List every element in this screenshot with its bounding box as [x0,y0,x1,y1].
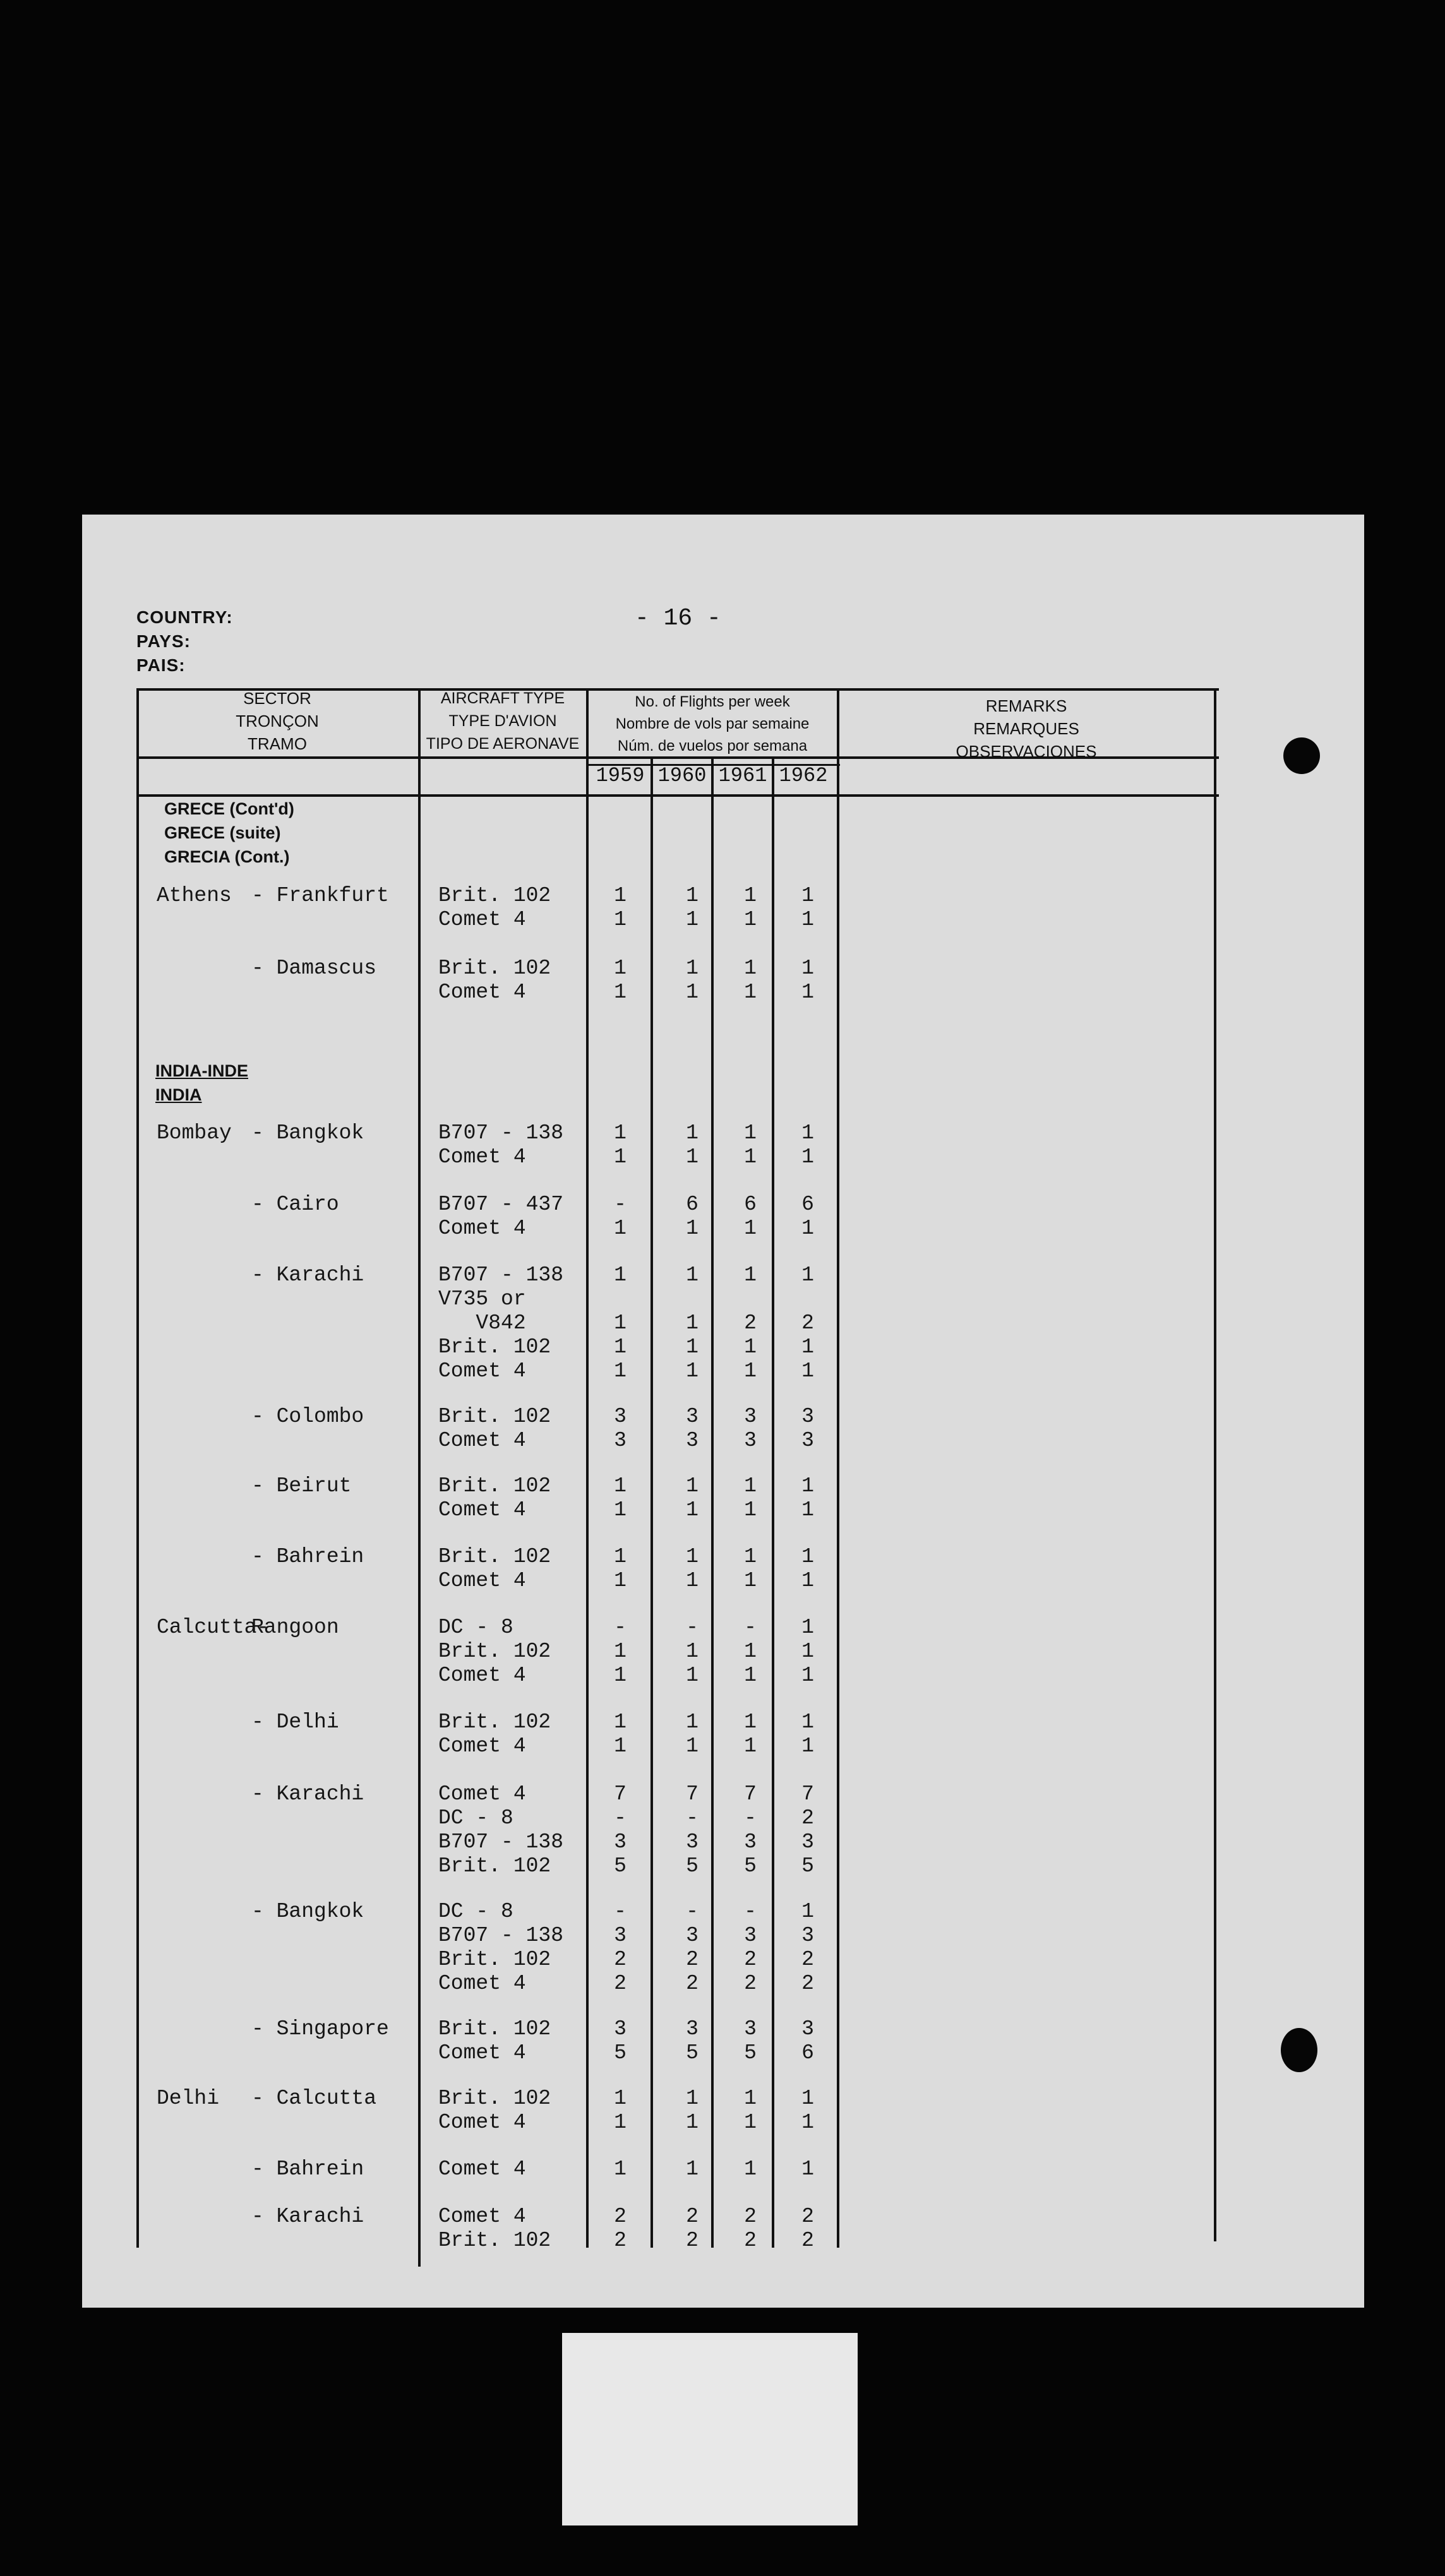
aircraft-type: Comet 4 [438,1145,526,1169]
sector-destination: - Calcutta [251,2087,377,2110]
flights-1959: 1 [614,1545,627,1568]
flights-1959: 7 [614,1782,627,1806]
table-row [0,908,1445,932]
remarks-header-fr: REMARQUES [973,719,1079,738]
sector-header [136,687,418,755]
table-row [0,1145,1445,1169]
flights-1962: 6 [801,1193,814,1216]
flights-1961: 6 [744,1193,757,1216]
flights-1961: 1 [744,1545,757,1568]
aircraft-type: DC - 8 [438,1900,513,1923]
table-row [0,1830,1445,1854]
flights-1961: - [744,1616,757,1639]
flights-1961: 2 [744,1311,757,1335]
sector-destination: - Karachi [251,2205,364,2228]
sector-destination: - Karachi [251,1782,364,1806]
flights-1962: 3 [801,2017,814,2041]
sector-destination: - Beirut [251,1474,352,1498]
flights-1960: - [686,1806,699,1830]
aircraft-header-en: AIRCRAFT TYPE [440,689,565,707]
flights-1962: 6 [801,2041,814,2065]
punch-hole-top [1283,737,1320,774]
table-row [0,1498,1445,1522]
sector-header-fr: TRONÇON [236,712,319,730]
flights-1960: 1 [686,1640,699,1663]
flights-1961: 1 [744,1335,757,1359]
table-row [0,1616,1445,1640]
flights-1959: 1 [614,1734,627,1758]
sector-destination: - Cairo [251,1193,339,1216]
flights-1960: - [686,1900,699,1923]
aircraft-type: B707 - 138 [438,1830,564,1854]
sector-destination: - Singapore [251,2017,389,2041]
flights-1959: 1 [614,884,627,907]
flights-1959: 1 [614,1474,627,1498]
flights-1960: 1 [686,1569,699,1592]
flights-1962: 1 [801,908,814,931]
aircraft-type: Brit. 102 [438,1545,551,1568]
flights-1960: 2 [686,2229,699,2252]
table-row [0,1405,1445,1429]
sector-destination: - Karachi [251,1263,364,1287]
aircraft-type: Comet 4 [438,1664,526,1687]
group-greece-en: GRECE (Cont'd) [164,799,294,818]
flights-1959: 1 [614,1710,627,1734]
table-row [0,1854,1445,1878]
flights-1960: 1 [686,2087,699,2110]
flights-1959: 1 [614,1121,627,1145]
table-row [0,1193,1445,1217]
flights-1961: 3 [744,2017,757,2041]
sector-origin: Delhi [157,2087,220,2110]
aircraft-type: DC - 8 [438,1616,513,1639]
flights-1962: 1 [801,1545,814,1568]
flights-1961: 1 [744,1498,757,1522]
flights-1961: 2 [744,2205,757,2228]
table-row [0,1311,1445,1335]
flights-1959: 1 [614,2157,627,2181]
flights-1959: 1 [614,1311,627,1335]
aircraft-type: Comet 4 [438,1972,526,1995]
group-india-es: INDIA [155,1085,202,1104]
table-row [0,2205,1445,2229]
flights-1962: 2 [801,2229,814,2252]
flights-1959: 1 [614,1263,627,1287]
table-row [0,2229,1445,2253]
flights-1960: 1 [686,1474,699,1498]
flights-1960: 1 [686,981,699,1004]
aircraft-type: Comet 4 [438,1734,526,1758]
table-row [0,1263,1445,1287]
flights-1962: 1 [801,1335,814,1359]
flights-1959: 1 [614,1569,627,1592]
flights-1960: 2 [686,1948,699,1971]
table-row [0,1545,1445,1569]
flights-1961: 1 [744,981,757,1004]
flights-header-fr: Nombre de vols par semaine [615,715,810,732]
sector-header-es: TRAMO [248,734,307,753]
flights-1960: 2 [686,1972,699,1995]
flights-1962: 1 [801,2111,814,2134]
flights-1961: 2 [744,1948,757,1971]
table-row [0,1217,1445,1241]
flights-1960: 1 [686,1263,699,1287]
flights-1961: 1 [744,1664,757,1687]
aircraft-type: Brit. 102 [438,2229,551,2252]
flights-1960: - [686,1616,699,1639]
flights-1959: 3 [614,1405,627,1428]
aircraft-type: Brit. 102 [438,1710,551,1734]
flights-1959: 2 [614,1972,627,1995]
group-greece [164,797,294,869]
flights-1962: 2 [801,1806,814,1830]
table-row [0,1287,1445,1311]
flights-1962: 1 [801,1359,814,1383]
aircraft-type: V842 [438,1311,526,1335]
flights-1961: 1 [744,957,757,980]
flights-1960: 6 [686,1193,699,1216]
flights-1961: 1 [744,1640,757,1663]
table-row [0,1640,1445,1664]
flights-1959: 1 [614,1217,627,1240]
flights-1959: 3 [614,1924,627,1947]
flights-1962: 2 [801,1948,814,1971]
table-row [0,2041,1445,2065]
flights-1959: 1 [614,2111,627,2134]
flights-1960: 1 [686,1734,699,1758]
flights-1960: 1 [686,1217,699,1240]
flights-1961: 1 [744,1569,757,1592]
flights-1960: 1 [686,1311,699,1335]
flights-1959: 1 [614,1664,627,1687]
pais-label: PAIS: [136,655,186,675]
flights-1961: - [744,1806,757,1830]
group-india [155,1059,248,1107]
country-label: COUNTRY: [136,607,233,627]
table-row [0,2111,1445,2135]
aircraft-type: Brit. 102 [438,1854,551,1878]
flights-1959: 1 [614,1145,627,1169]
sector-origin: Athens [157,884,232,907]
table-row [0,1972,1445,1996]
table-row [0,1806,1445,1830]
table-row [0,1474,1445,1498]
flights-1961: 7 [744,1782,757,1806]
table-row [0,1924,1445,1948]
flights-1962: 1 [801,1569,814,1592]
table-row [0,1664,1445,1688]
flights-1959: 2 [614,2205,627,2228]
table-row [0,981,1445,1005]
flights-1961: 1 [744,1121,757,1145]
table-row [0,1569,1445,1593]
pays-label: PAYS: [136,631,191,651]
flights-1959: 1 [614,981,627,1004]
aircraft-type: Brit. 102 [438,957,551,980]
aircraft-type: Comet 4 [438,2205,526,2228]
flights-1962: 3 [801,1830,814,1854]
flights-1959: 2 [614,2229,627,2252]
flights-1962: 1 [801,957,814,980]
flights-1959: 1 [614,957,627,980]
aircraft-type: B707 - 138 [438,1263,564,1287]
flights-1959: - [614,1193,627,1216]
flights-1959: 5 [614,2041,627,2065]
remarks-header-en: REMARKS [985,696,1067,715]
flights-1961: 1 [744,1734,757,1758]
sector-origin: Bombay [157,1121,232,1145]
flights-1962: 3 [801,1924,814,1947]
aircraft-type: Brit. 102 [438,2087,551,2110]
flights-1961: 3 [744,1429,757,1452]
flights-1962: 1 [801,1145,814,1169]
aircraft-type: Brit. 102 [438,1335,551,1359]
flights-1960: 1 [686,1121,699,1145]
aircraft-type: Brit. 102 [438,1948,551,1971]
year-1959: 1959 [596,764,645,787]
flights-1960: 1 [686,1710,699,1734]
flights-1962: 1 [801,1616,814,1639]
header-bottom-rule [136,794,1219,797]
flights-1959: 3 [614,1429,627,1452]
flights-1959: 2 [614,1948,627,1971]
year-1960: 1960 [657,764,707,787]
table-row [0,2157,1445,2181]
group-greece-fr: GRECE (suite) [164,823,281,842]
flights-1960: 1 [686,1145,699,1169]
flights-1960: 1 [686,957,699,980]
flights-1959: 1 [614,1640,627,1663]
flights-1959: - [614,1616,627,1639]
sector-destination: - Bahrein [251,1545,364,1568]
sector-destination: - Bangkok [251,1900,364,1923]
flights-1961: 1 [744,1710,757,1734]
flights-1960: 1 [686,1545,699,1568]
table-row [0,1121,1445,1145]
sector-destination: - Delhi [251,1710,339,1734]
aircraft-type: B707 - 138 [438,1924,564,1947]
flights-1962: 1 [801,2157,814,2181]
flights-1959: 5 [614,1854,627,1878]
table-row [0,957,1445,981]
flights-header-en: No. of Flights per week [635,693,790,710]
flights-1961: 5 [744,2041,757,2065]
aircraft-type: Brit. 102 [438,1474,551,1498]
flights-1959: 1 [614,1359,627,1383]
aircraft-type: Comet 4 [438,1498,526,1522]
aircraft-type: Brit. 102 [438,1405,551,1428]
table-row [0,2017,1445,2041]
sector-destination: - Bangkok [251,1121,364,1145]
sector-destination: - Bahrein [251,2157,364,2181]
year-1961: 1961 [718,764,767,787]
flights-1960: 7 [686,1782,699,1806]
flights-1961: 1 [744,884,757,907]
flights-1960: 2 [686,2205,699,2228]
flights-1960: 3 [686,1405,699,1428]
aircraft-type: Brit. 102 [438,884,551,907]
aircraft-type: Brit. 102 [438,1640,551,1663]
group-india-en: INDIA-INDE [155,1061,248,1080]
flights-1959: 1 [614,2087,627,2110]
flights-1960: 5 [686,2041,699,2065]
flights-1961: 1 [744,2111,757,2134]
aircraft-type: Comet 4 [438,1782,526,1806]
flights-1959: - [614,1806,627,1830]
flights-1961: 3 [744,1924,757,1947]
flights-1961: 1 [744,1145,757,1169]
flights-1961: 1 [744,1474,757,1498]
aircraft-type: V735 or [438,1287,526,1311]
flights-1962: 7 [801,1782,814,1806]
remarks-header-es: OBSERVACIONES [956,742,1097,761]
sector-origin: Calcutta- [157,1616,270,1639]
flights-1962: 2 [801,2205,814,2228]
flights-1962: 2 [801,1972,814,1995]
flights-1960: 1 [686,884,699,907]
flights-1962: 1 [801,1263,814,1287]
flights-1962: 3 [801,1405,814,1428]
flights-header-es: Núm. de vuelos por semana [617,737,808,754]
flights-1962: 1 [801,1664,814,1687]
flights-1962: 5 [801,1854,814,1878]
year-1962: 1962 [779,764,828,787]
flights-1960: 1 [686,1335,699,1359]
flights-1962: 3 [801,1429,814,1452]
flights-1960: 1 [686,908,699,931]
aircraft-type: Comet 4 [438,981,526,1004]
flights-1961: 2 [744,2229,757,2252]
flights-1962: 1 [801,1900,814,1923]
aircraft-type: Comet 4 [438,1217,526,1240]
aircraft-type: Comet 4 [438,2157,526,2181]
flights-1962: 1 [801,1217,814,1240]
flights-1959: - [614,1900,627,1923]
flights-1962: 1 [801,1474,814,1498]
sector-destination: - Colombo [251,1405,364,1428]
remarks-header [839,695,1214,763]
aircraft-type: Brit. 102 [438,2017,551,2041]
flights-1961: 3 [744,1830,757,1854]
flights-1961: 1 [744,1263,757,1287]
flights-1960: 1 [686,2111,699,2134]
flights-1962: 2 [801,1311,814,1335]
table-row [0,1734,1445,1758]
flights-1960: 5 [686,1854,699,1878]
sector-header-en: SECTOR [243,689,311,708]
flights-1962: 1 [801,1121,814,1145]
aircraft-type: B707 - 138 [438,1121,564,1145]
table-row [0,1335,1445,1359]
flights-1961: 1 [744,2087,757,2110]
table-row [0,1900,1445,1924]
flights-1961: 2 [744,1972,757,1995]
flights-1960: 1 [686,1664,699,1687]
flights-1962: 1 [801,1710,814,1734]
aircraft-type: DC - 8 [438,1806,513,1830]
flights-1961: 5 [744,1854,757,1878]
flights-1962: 1 [801,884,814,907]
aircraft-header-es: TIPO DE AERONAVE [426,735,580,753]
aircraft-type: Comet 4 [438,1569,526,1592]
flights-1960: 3 [686,1429,699,1452]
table-row [0,1948,1445,1972]
flights-header [587,691,837,757]
table-row [0,1710,1445,1734]
paper-slip [562,2333,858,2525]
flights-1960: 3 [686,1924,699,1947]
aircraft-type: Comet 4 [438,2041,526,2065]
flights-1960: 1 [686,2157,699,2181]
table-row [0,1429,1445,1453]
flights-1962: 1 [801,981,814,1004]
flights-1961: 1 [744,908,757,931]
flights-1959: 1 [614,1498,627,1522]
flights-1959: 3 [614,1830,627,1854]
aircraft-type: Comet 4 [438,1429,526,1452]
sector-destination: - Frankfurt [251,884,389,907]
flights-1962: 1 [801,1640,814,1663]
table-row [0,1359,1445,1383]
flights-1960: 1 [686,1498,699,1522]
flights-1961: 1 [744,1359,757,1383]
flights-1962: 1 [801,2087,814,2110]
flights-1960: 3 [686,1830,699,1854]
flights-1959: 1 [614,1335,627,1359]
flights-1961: 1 [744,2157,757,2181]
aircraft-type: Comet 4 [438,1359,526,1383]
table-row [0,1782,1445,1806]
aircraft-type: B707 - 437 [438,1193,564,1216]
flights-1962: 1 [801,1734,814,1758]
group-greece-es: GRECIA (Cont.) [164,847,290,866]
table-row [0,2087,1445,2111]
flights-1962: 1 [801,1498,814,1522]
aircraft-type: Comet 4 [438,908,526,931]
sector-destination: Rangoon [251,1616,339,1639]
flights-1959: 3 [614,2017,627,2041]
flights-1961: - [744,1900,757,1923]
aircraft-header-fr: TYPE D'AVION [448,712,557,730]
aircraft-header [419,687,586,755]
flights-1959: 1 [614,908,627,931]
table-row [0,884,1445,908]
sector-destination: - Damascus [251,957,377,980]
flights-1960: 3 [686,2017,699,2041]
aircraft-type: Comet 4 [438,2111,526,2134]
flights-1960: 1 [686,1359,699,1383]
page-number: - 16 - [635,605,721,632]
flights-1961: 3 [744,1405,757,1428]
flights-1961: 1 [744,1217,757,1240]
